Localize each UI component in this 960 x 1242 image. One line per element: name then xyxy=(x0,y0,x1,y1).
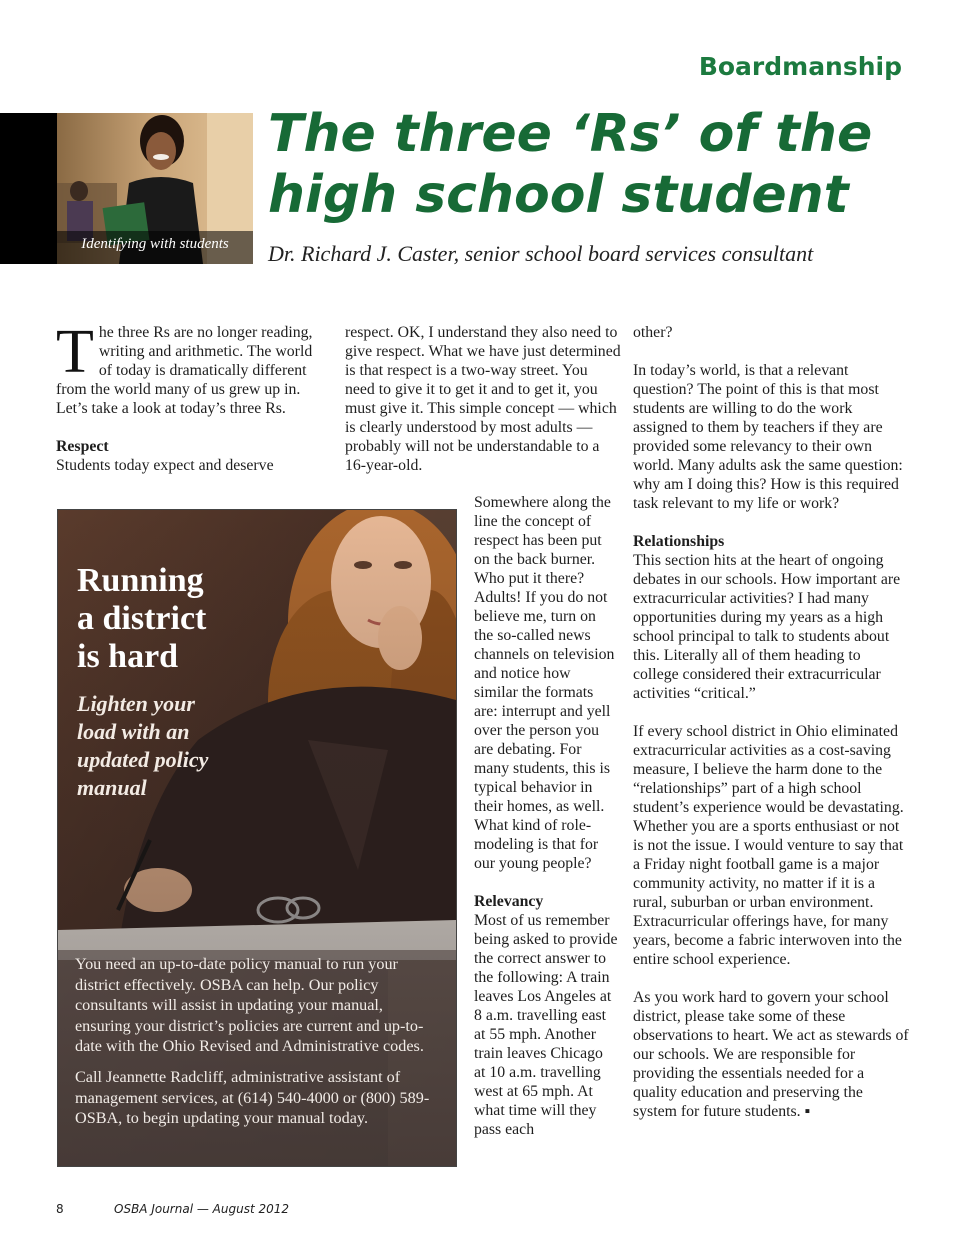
ad-sub-line-4: manual xyxy=(77,775,147,800)
ad-headline-line-1: Running xyxy=(77,562,204,599)
respect-text: Students today expect and deserve xyxy=(56,457,274,474)
ad-headline-line-2: a district xyxy=(77,600,207,637)
title-line-1: The three ‘Rs’ of the xyxy=(268,104,873,164)
relevancy-text: Most of us remember being asked to provide the correct answer to the following: A train leaves Los Angeles at 8 a.m. travelling east at 55 mph. Another train leaves Chicago at 10 a.m. travelling west at 65 mph. At what time will they pass each xyxy=(474,912,618,1138)
article-column-2 xyxy=(345,323,621,475)
photo-caption: Identifying with students xyxy=(81,236,229,252)
intro-paragraph xyxy=(56,318,328,418)
article-column-3 xyxy=(633,323,909,1121)
ad-body-paragraph-1: You need an up-to-date policy manual to run your district effectively. OSBA can help. Our policy consultants will assist in updating your manual, ensuring your district’s policies are current and up-to-date with the Ohio Revised and Administrative codes. xyxy=(75,955,424,1056)
relationships-heading: Relationships xyxy=(633,533,725,550)
ad-headline-line-3: is hard xyxy=(77,638,179,675)
article-column-2-narrow xyxy=(474,493,618,1139)
relevancy-heading: Relevancy xyxy=(474,893,544,910)
article-title xyxy=(268,104,908,226)
closing-paragraph: As you work hard to govern your school district, please take some of these observations to heart. We act as stewards of our schools. We are responsible for providing the essentials needed for a quality education and preserving the system for future students. ▪ xyxy=(633,989,909,1120)
article-column-1 xyxy=(56,318,328,475)
publication-footer: OSBA Journal — August 2012 xyxy=(114,1202,290,1216)
respect-continued-paragraph: respect. OK, I understand they also need to give respect. What we have just determined is that respect is a two-way street. You need to give it to get it and to get it, you must give it. This simple concept — which is clearly understood by most adults — probably will not be understandable to a 16-year-old. xyxy=(345,324,621,474)
title-line-2: high school student xyxy=(268,165,849,225)
relationships-text: This section hits at the heart of ongoing debates in our schools. How important are extracurricular activities? I had many opportunities during my years as a high school principal to talk to students about this. Literally all of them heading to college considered their extracurricular activities “critical.” xyxy=(633,552,901,702)
drop-cap: T xyxy=(56,318,94,386)
ad-subheadline xyxy=(77,690,208,802)
relevancy-paragraph-2: In today’s world, is that a relevant question? The point of this is that most students are willing to do the work assigned to them by teachers if they are provided some relevancy to their own world. Many adults ask the same question: why am I doing this? How is this required task relevant to my life or work? xyxy=(633,362,903,512)
section-label: Boardmanship xyxy=(698,52,902,81)
intro-text: he three Rs are no longer reading, writing and arithmetic. The world of today is dramatically different from the world many of us grew up in. Let’s take a look at today’s three Rs. xyxy=(56,324,313,417)
photo-side-bar xyxy=(0,113,57,264)
relevancy-continued: other? xyxy=(633,324,673,341)
ad-sub-line-1: Lighten your xyxy=(77,691,195,716)
ad-sub-line-3: updated policy xyxy=(77,747,209,772)
ad-body xyxy=(75,954,441,1139)
respect-heading: Respect xyxy=(56,438,109,455)
page-number: 8 xyxy=(56,1202,64,1216)
policy-manual-ad xyxy=(57,509,457,1167)
respect-paragraph-2: Somewhere along the line the concept of respect has been put on the back burner. Who put it there? Adults! If you do not believe me, turn on the so-called news channels on television and notice how similar the formats are: interrupt and yell over the person you are debating. For many students, this is typical behavior in their homes, as well. What kind of role-modeling is that for our young people? xyxy=(474,494,615,872)
relationships-paragraph-2: If every school district in Ohio eliminated extracurricular activities as a cost-saving measure, I believe the harm done to the “relationships” part of a high school student’s experience would be devastating. Whether you are a sports enthusiast or not is not the issue. I would venture to say that a Friday night football game is a major community activity, no matter if it is a rural, suburban or urban environment. Extracurricular offerings have, for many years, become a fabric interwoven into the entire school experience. xyxy=(633,723,904,968)
ad-sub-line-2: load with an xyxy=(77,719,190,744)
byline: Dr. Richard J. Caster, senior school board services consultant xyxy=(268,241,814,266)
ad-body-paragraph-2: Call Jeannette Radcliff, administrative assistant of management services, at (614) 540-4000 or (800) 589-OSBA, to begin updating your manual today. xyxy=(75,1067,430,1128)
ad-headline xyxy=(77,562,206,676)
